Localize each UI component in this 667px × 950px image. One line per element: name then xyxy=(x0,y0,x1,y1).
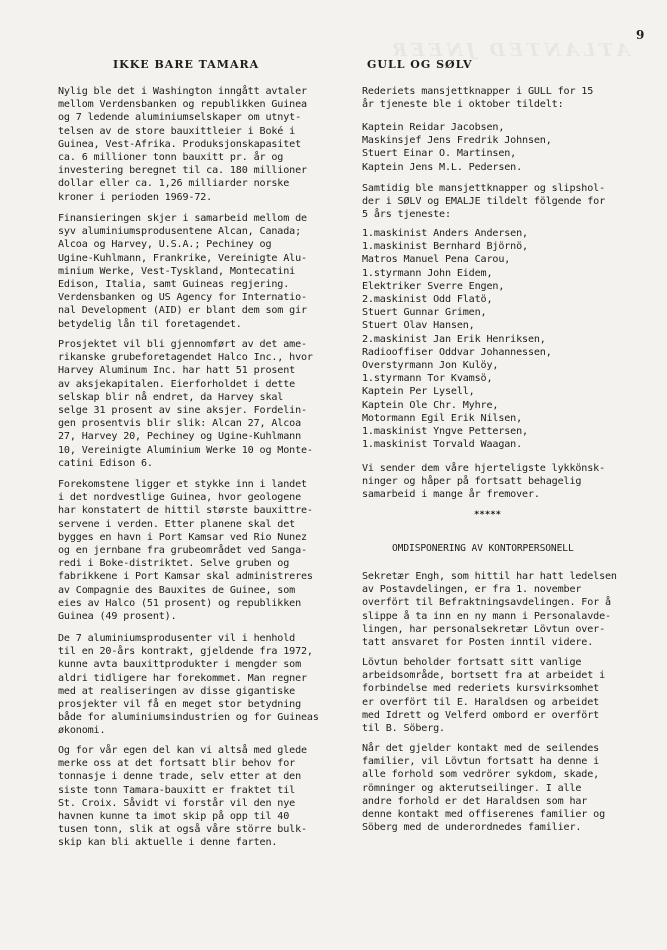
paragraph: Finansieringen skjer i samarbeid mellom de syv aluminiumsprodusentene Alcan, Canada; Alcoa og Harvey, U.S.A.; Pechiney og Ugine-Kuhlmann, Frankrike, Vereinigte Alu- minium Werke, Vest-Tyskland, Montecatini Edison, Italia, samt Guineas regjering. Verdensbanken og US Agency for Internatio- nal Development (AID) er blant dem som gir betydelig lån til foretagendet. xyxy=(58,213,307,330)
paragraph: Når det gjelder kontakt med de seilendes familier, vil Lövtun fortsatt ha denne i alle forhold som vedrörer sykdom, skade, römninger og akterutseilinger. I alle andre forhold er det Haraldsen som har denne kontakt med offiserenes familier og Söberg med de underordnedes familier. xyxy=(362,743,606,834)
section-divider: ***** xyxy=(474,510,502,520)
paragraph: Vi sender dem våre hjerteligste lykkönsk- ninger og håper på fortsatt behagelig samarbeid i mange år fremover. xyxy=(362,463,606,501)
article-heading-ikke-bare-tamara: IKKE BARE TAMARA xyxy=(113,58,260,71)
paragraph: Sekretær Engh, som hittil har hatt ledelsen av Postavdelingen, er fra 1. november overfört til Befraktningsavdelingen. For å slippe å ta inn en ny mann i Personalavde- lingen, har personalsekretær Lövtun over- tatt ansvaret for Posten inntil videre. xyxy=(362,571,617,649)
paragraph: Rederiets mansjettknapper i GULL for 15 år tjeneste ble i oktober tildelt: xyxy=(362,86,594,111)
page-number: 9 xyxy=(636,28,645,42)
bleed-through-text: ATLANTED JNEER xyxy=(388,40,630,61)
article-heading-omdisponering: OMDISPONERING AV KONTORPERSONELL xyxy=(392,543,574,554)
article-heading-gull-og-solv: GULL OG SØLV xyxy=(367,58,473,71)
paragraph: Forekomstene ligger et stykke inn i landet i det nordvestlige Guinea, hvor geologene har konstatert de hittil største bauxittre- servene i verden. Etter planene skal det bygges en havn i Port Kamsar ved Rio Nunez og en jernbane fra grubeområdet ved Sanga- redi i Boke-distriktet. Selve gruben og fabrikkene i Port Kamsar skal administreres av Compagnie des Bauxites de Guinee, som eies av Halco (51 prosent) og republikken Guinea (49 prosent). xyxy=(58,479,313,623)
paragraph: De 7 aluminiumsprodusenter vil i henhold til en 20-års kontrakt, gjeldende fra 1972, kunne avta bauxittprodukter i mengder som aldri tidligere har forekommet. Man regner med at realiseringen av disse gigantiske prosjekter vil få en meget stor betydning både for aluminiumsindustrien og for Guineas økonomi. xyxy=(58,633,319,737)
paragraph: Og for vår egen del kan vi altså med glede merke oss at det fortsatt blir behov for tonnasje i denne trade, selv etter at den siste tonn Tamara-bauxitt er fraktet til St. Croix. Såvidt vi forstår vil den nye havnen kunne ta imot skip på opp til 40 tusen tonn, slik at også våre större bulk- skip kan bli aktuelle i denne farten. xyxy=(58,745,307,849)
awardee-list-gold: Kaptein Reidar Jacobsen, Maskinsjef Jens Fredrik Johnsen, Stuert Einar O. Martinsen, Kaptein Jens M.L. Pedersen. xyxy=(362,122,552,173)
paragraph: Nylig ble det i Washington inngått avtaler mellom Verdensbanken og republikken Guinea og 7 ledende aluminiumselskaper om utnyt- telsen av de store bauxittleier i Boké i Guinea, Vest-Afrika. Produksjonskapasitet ca. 6 millioner tonn bauxitt pr. år og investering beregnet til ca. 180 millioner dollar eller ca. 1,26 milliarder norske kroner i perioden 1969-72. xyxy=(58,86,307,203)
paragraph: Lövtun beholder fortsatt sitt vanlige arbeidsområde, bortsett fra at arbeidet i forbindelse med rederiets kursvirksomhet er overfört til E. Haraldsen og arbeidet med Idrett og Velferd ombord er overfört til B. Söberg. xyxy=(362,657,606,735)
awardee-list-silver: 1.maskinist Anders Andersen, 1.maskinist Bernhard Björnö, Matros Manuel Pena Carou, 1.styrmann John Eidem, Elektriker Sverre Engen, 2.maskinist Odd Flatö, Stuert Gunnar Grimen, Stuert Olav Hansen, 2.maskinist Jan Erik Henriksen, Radiooffiser Oddvar Johannessen, Overstyrmann Jon Kulöy, 1.styrmann Tor Kvamsö, Kaptein Per Lysell, Kaptein Ole Chr. Myhre, Motormann Egil Erik Nilsen, 1.maskinist Yngve Pettersen, 1.maskinist Torvald Waagan. xyxy=(362,228,552,451)
paragraph: Prosjektet vil bli gjennomført av det ame- rikanske grubeforetagendet Halco Inc., hvor Harvey Aluminum Inc. har hatt 51 prosent av aksjekapitalen. Eierforholdet i dette selskap blir nå endret, da Harvey skal selge 31 prosent av sine aksjer. Fordelin- gen prosentvis blir slik: Alcan 27, Alcoa 27, Harvey 20, Pechiney og Ugine-Kuhlmann 10, Vereinigte Aluminium Werke 10 og Monte- catini Edison 6. xyxy=(58,339,313,469)
paragraph: Samtidig ble mansjettknapper og slipshol- der i SØLV og EMALJE tildelt fölgende for 5 års tjeneste: xyxy=(362,183,606,221)
